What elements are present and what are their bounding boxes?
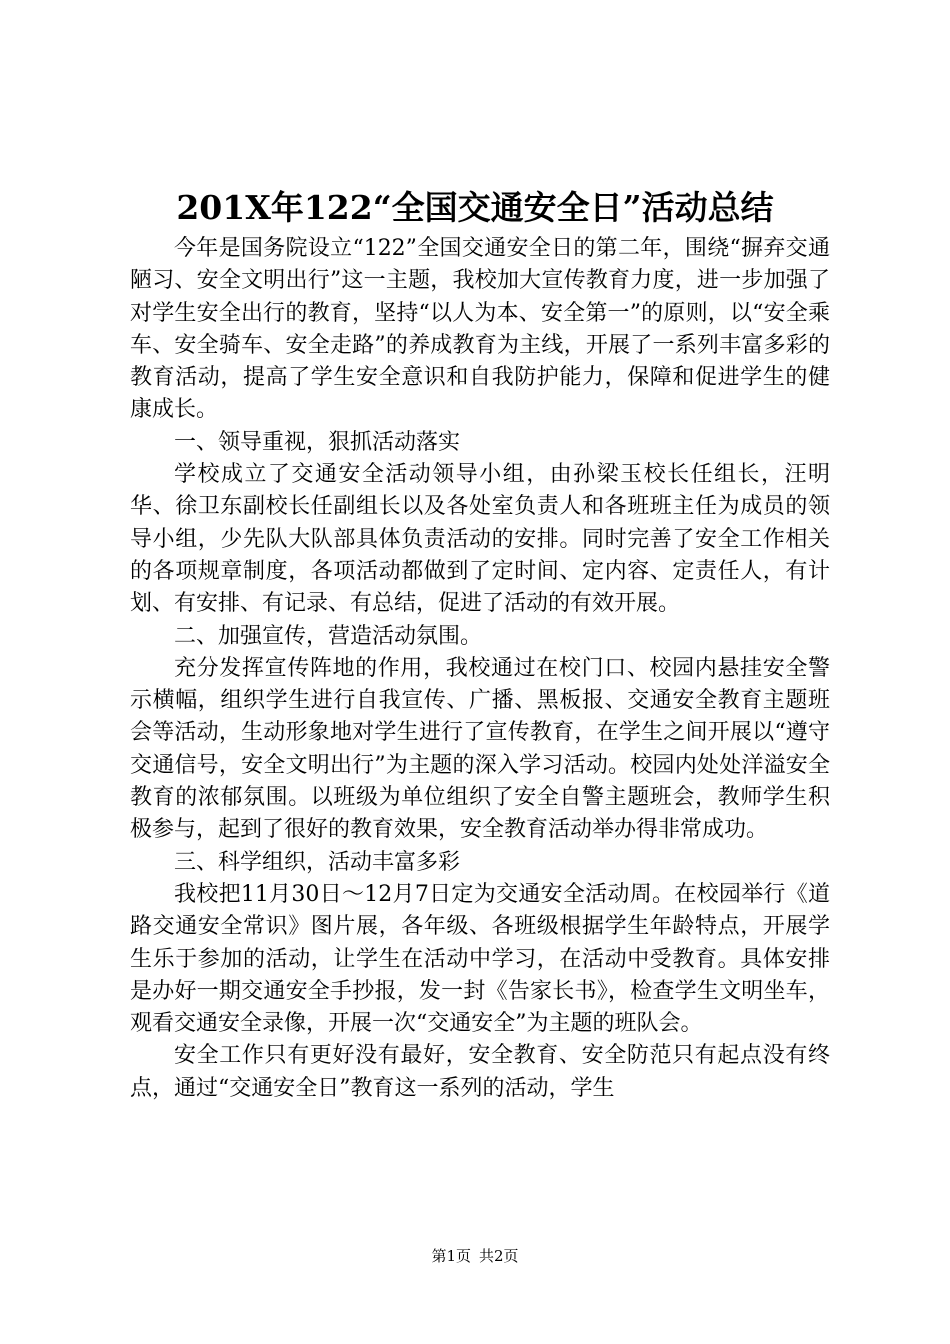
section-heading-3: 三、科学组织，活动丰富多彩	[174, 849, 461, 875]
section-heading-2: 二、加强宣传，营造活动氛围。	[174, 623, 483, 649]
section-paragraph-3: 我校把11月30日～12月7日定为交通安全活动周。在校园举行《道路交通安全常识》图片展，各年级、各班级根据学生年龄特点，开展学生乐于参加的活动，让学生在活动中学习，在活动中受教育。具体安排是办好一期交通安全手抄报，发一封《告家长书》，检查学生文明坐车，观看交通安全录像，开展一次“交通安全”为主题的班队会。	[130, 881, 830, 1037]
closing-paragraph: 安全工作只有更好没有最好，安全教育、安全防范只有起点没有终点，通过“交通安全日”教育这一系列的活动，学生	[130, 1043, 830, 1101]
page-number: 第1页	[431, 1247, 471, 1265]
section-paragraph-2: 充分发挥宣传阵地的作用，我校通过在校门口、校园内悬挂安全警示横幅，组织学生进行自我宣传、广播、黑板报、交通安全教育主题班会等活动，生动形象地对学生进行了宣传教育，在学生之间开展以“遵守交通信号，安全文明出行”为主题的深入学习活动。校园内处处洋溢安全教育的浓郁氛围。以班级为单位组织了安全自警主题班会，教师学生积极参与，起到了很好的教育效果，安全教育活动举办得非常成功。	[130, 655, 830, 843]
intro-paragraph: 今年是国务院设立“122”全国交通安全日的第二年，围绕“摒弃交通陋习、安全文明出行”这一主题，我校加大宣传教育力度，进一步加强了对学生安全出行的教育，坚持“以人为本、安全第一”的原则，以“安全乘车、安全骑车、安全走路”的养成教育为主线，开展了一系列丰富多彩的教育活动，提高了学生安全意识和自我防护能力，保障和促进学生的健康成长。	[130, 236, 830, 423]
document-title: 201X年122“全国交通安全日”活动总结	[176, 188, 774, 227]
document-body	[130, 233, 830, 1105]
page-total: 共2页	[479, 1247, 519, 1265]
section-heading-1: 一、领导重视，狠抓活动落实	[174, 429, 461, 455]
page-footer	[0, 1246, 950, 1266]
section-paragraph-1: 学校成立了交通安全活动领导小组，由孙梁玉校长任组长，汪明华、徐卫东副校长任副组长以及各处室负责人和各班班主任为成员的领导小组，少先队大队部具体负责活动的安排。同时完善了安全工作相关的各项规章制度，各项活动都做到了定时间、定内容、定责任人，有计划、有安排、有记录、有总结，促进了活动的有效开展。	[130, 462, 830, 617]
